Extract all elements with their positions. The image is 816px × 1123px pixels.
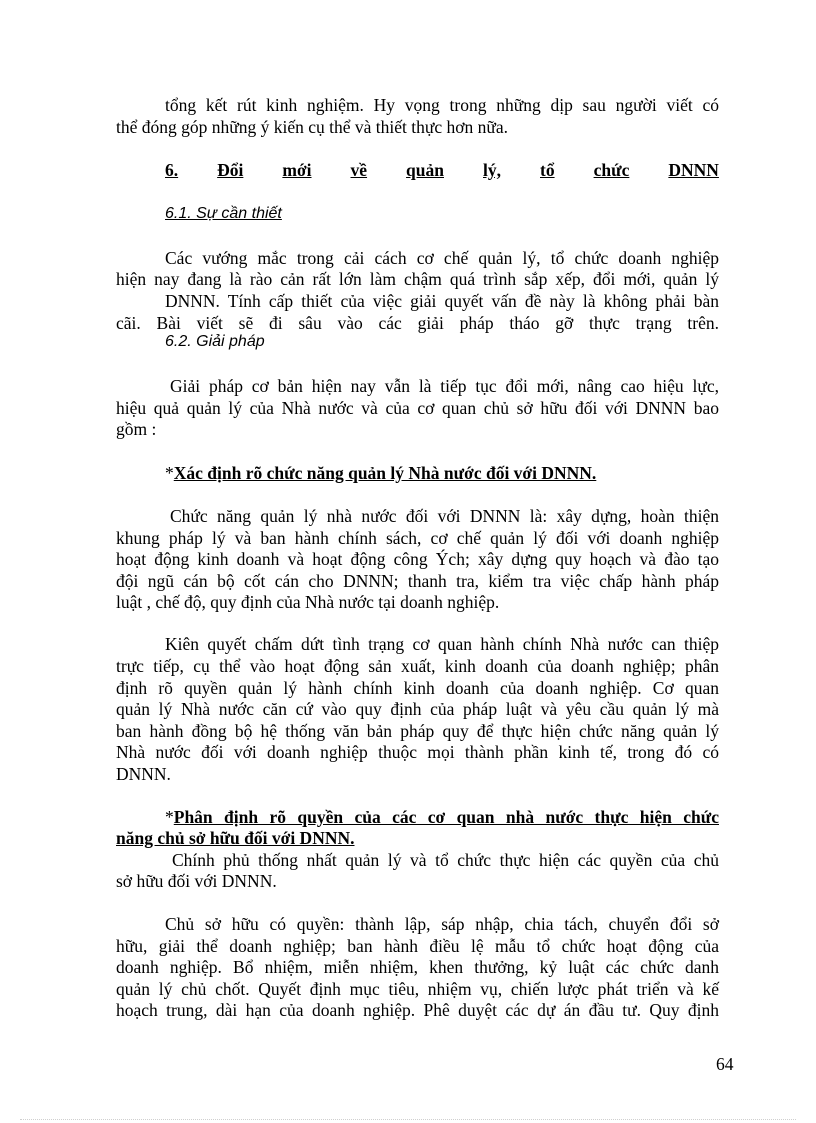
- heading-word: quản: [406, 160, 444, 180]
- point-1-line-1: Chức năng quản lý nhà nước đối với DNNN là: xây dựng, hoàn thiện: [170, 506, 719, 526]
- section-6-2-line-3: gồm :: [116, 419, 157, 439]
- point-2-title-line-1: Phân định rõ quyền của các cơ quan nhà nước thực hiện chức: [173, 807, 719, 827]
- point-1-title: Xác định rõ chức năng quản lý Nhà nước đối với DNNN.: [173, 463, 597, 483]
- heading-word: DNNN: [668, 160, 719, 180]
- point-2b-line-1: Chủ sở hữu có quyền: thành lập, sáp nhập, chia tách, chuyển đổi sở: [165, 914, 719, 934]
- point-2-heading-line-2: [116, 827, 355, 849]
- heading-word: mới: [282, 160, 312, 180]
- heading-word: lý,: [483, 160, 501, 180]
- heading-word: 6.: [165, 160, 179, 180]
- point-1b-line-7: DNNN.: [116, 764, 171, 784]
- point-1b-line-1: Kiên quyết chấm dứt tình trạng cơ quan hành chính Nhà nước can thiệp: [165, 634, 719, 654]
- section-6-2-title: 6.2. Giải pháp: [165, 333, 265, 350]
- point-1b-line-6: Nhà nước đối với doanh nghiệp thuộc mọi thành phần kinh tế, trong đó có: [116, 742, 719, 762]
- point-1b-line-3: định rõ quyền quản lý hành chính kinh doanh của doanh nghiệp. Cơ quan: [116, 678, 719, 698]
- point-1-line-3: hoạt động kinh doanh và hoạt động công Ých; xây dựng quy hoạch và đào tạo: [116, 549, 719, 569]
- heading-word: về: [350, 160, 368, 180]
- point-2b-line-2: hữu, giải thể doanh nghiệp; ban hành điều lệ mẫu tổ chức hoạt động của: [116, 936, 719, 956]
- heading-word: chức: [593, 160, 630, 180]
- section-6-1-title: 6.1. Sự cần thiết: [165, 205, 282, 222]
- page-number: 64: [716, 1054, 734, 1074]
- point-1-heading: [165, 462, 596, 484]
- section-6-1-line-4: cãi. Bài viết sẽ đi sâu vào các giải pháp tháo gỡ thực trạng trên.: [116, 313, 719, 333]
- intro-line-2: thể đóng góp những ý kiến cụ thể và thiết thực hơn nữa.: [116, 117, 509, 137]
- bullet-star: *: [165, 463, 174, 483]
- section-6-2-line-1: Giải pháp cơ bản hiện nay vẫn là tiếp tục đổi mới, nâng cao hiệu lực,: [170, 376, 719, 396]
- point-2-line-2: sở hữu đối với DNNN.: [116, 871, 277, 891]
- heading-word: tổ: [540, 160, 555, 180]
- point-2-heading-line-1: [165, 806, 719, 828]
- bullet-star: *: [165, 807, 174, 827]
- point-1b-line-5: ban hành đồng bộ hệ thống văn bản pháp quy để thực hiện chức năng quản lý: [116, 721, 719, 741]
- point-2b-line-4: quản lý chủ chốt. Quyết định mục tiêu, nhiệm vụ, chiến lược phát triển và kế: [116, 979, 719, 999]
- point-2b-line-3: doanh nghiệp. Bổ nhiệm, miễn nhiệm, khen thưởng, kỷ luật các chức danh: [116, 957, 719, 977]
- point-1b-line-2: trực tiếp, cụ thể vào hoạt động sản xuất, kinh doanh của doanh nghiệp; phân: [116, 656, 719, 676]
- section-6-1-line-1: Các vướng mắc trong cải cách cơ chế quản lý, tổ chức doanh nghiệp: [165, 248, 719, 268]
- point-2-title-line-2: năng chủ sở hữu đối với DNNN.: [116, 828, 355, 848]
- point-1-line-5: luật , chế độ, quy định của Nhà nước tại doanh nghiệp.: [116, 592, 500, 612]
- intro-line-1: tổng kết rút kinh nghiệm. Hy vọng trong những dịp sau người viết có: [165, 95, 719, 115]
- section-6-1-line-3: DNNN. Tính cấp thiết của việc giải quyết vấn đề này là không phải bàn: [165, 291, 719, 311]
- section-6-heading: [165, 159, 719, 181]
- section-6-2-line-2: hiệu quả quản lý của Nhà nước và của cơ quan chủ sở hữu đối với DNNN bao: [116, 398, 719, 418]
- section-6-1-line-2: hiện nay đang là rào cản rất lớn làm chậm quá trình sắp xếp, đổi mới, quản lý: [116, 269, 719, 289]
- point-1-line-4: đội ngũ cán bộ cốt cán cho DNNN; thanh tra, kiểm tra việc chấp hành pháp: [116, 571, 719, 591]
- page-bottom-border: [20, 1119, 796, 1120]
- point-1b-line-4: quản lý Nhà nước căn cứ vào quy định của pháp luật và yêu cầu quản lý mà: [116, 699, 719, 719]
- point-2b-line-5: hoạch trung, dài hạn của doanh nghiệp. Phê duyệt các dự án đầu tư. Quy định: [116, 1000, 719, 1020]
- point-1-line-2: khung pháp lý và ban hành chính sách, cơ chế quản lý đối với doanh nghiệp: [116, 528, 719, 548]
- heading-word: Đổi: [217, 160, 244, 180]
- point-2-line-1: Chính phủ thống nhất quản lý và tổ chức thực hiện các quyền của chủ: [172, 850, 719, 870]
